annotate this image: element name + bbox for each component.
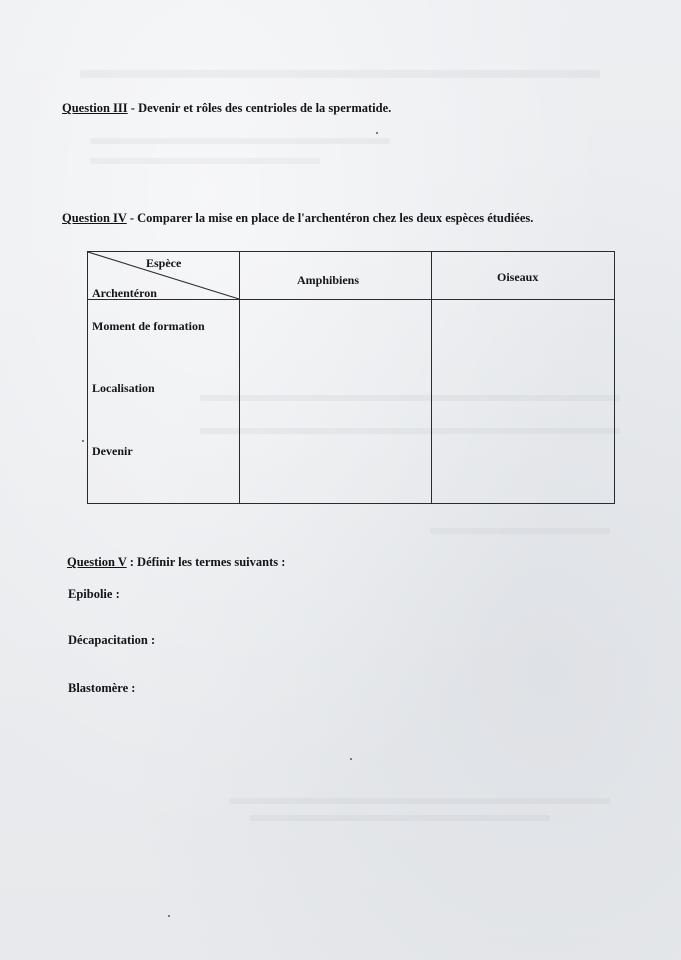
comparison-table	[87, 251, 615, 504]
bleed-through-mark	[80, 70, 600, 78]
table-column-divider	[431, 252, 432, 503]
row-header-moment-formation: Moment de formation	[92, 319, 205, 333]
question-4	[62, 211, 533, 226]
question-4-text: - Comparer la mise en place de l'archentéron chez les deux espèces étudiées.	[126, 211, 534, 225]
column-header-oiseaux: Oiseaux	[497, 270, 539, 284]
question-5-text: : Définir les termes suivants :	[126, 555, 286, 569]
speck	[350, 758, 352, 760]
speck	[376, 132, 378, 134]
speck	[82, 440, 84, 442]
corner-header-archenteron: Archentéron	[92, 286, 157, 300]
column-header-amphibiens: Amphibiens	[297, 273, 360, 287]
term-decapacitation: Décapacitation :	[68, 633, 156, 647]
question-4-label: Question IV	[62, 211, 127, 225]
bleed-through-mark	[430, 528, 610, 534]
question-5	[67, 555, 285, 570]
term-blastomere: Blastomère :	[68, 681, 136, 695]
bleed-through-mark	[90, 138, 390, 144]
bleed-through-mark	[230, 798, 610, 804]
row-header-localisation: Localisation	[92, 381, 155, 395]
speck	[168, 915, 170, 917]
term-epibolie: Epibolie :	[68, 587, 120, 601]
question-3	[62, 101, 391, 116]
row-header-devenir: Devenir	[92, 444, 133, 458]
corner-header-espece: Espèce	[146, 256, 182, 270]
question-3-label: Question III	[62, 101, 128, 115]
bleed-through-mark	[90, 158, 320, 164]
question-3-text: - Devenir et rôles des centrioles de la spermatide.	[127, 101, 392, 115]
question-5-label: Question V	[67, 555, 127, 569]
bleed-through-mark	[250, 815, 550, 821]
